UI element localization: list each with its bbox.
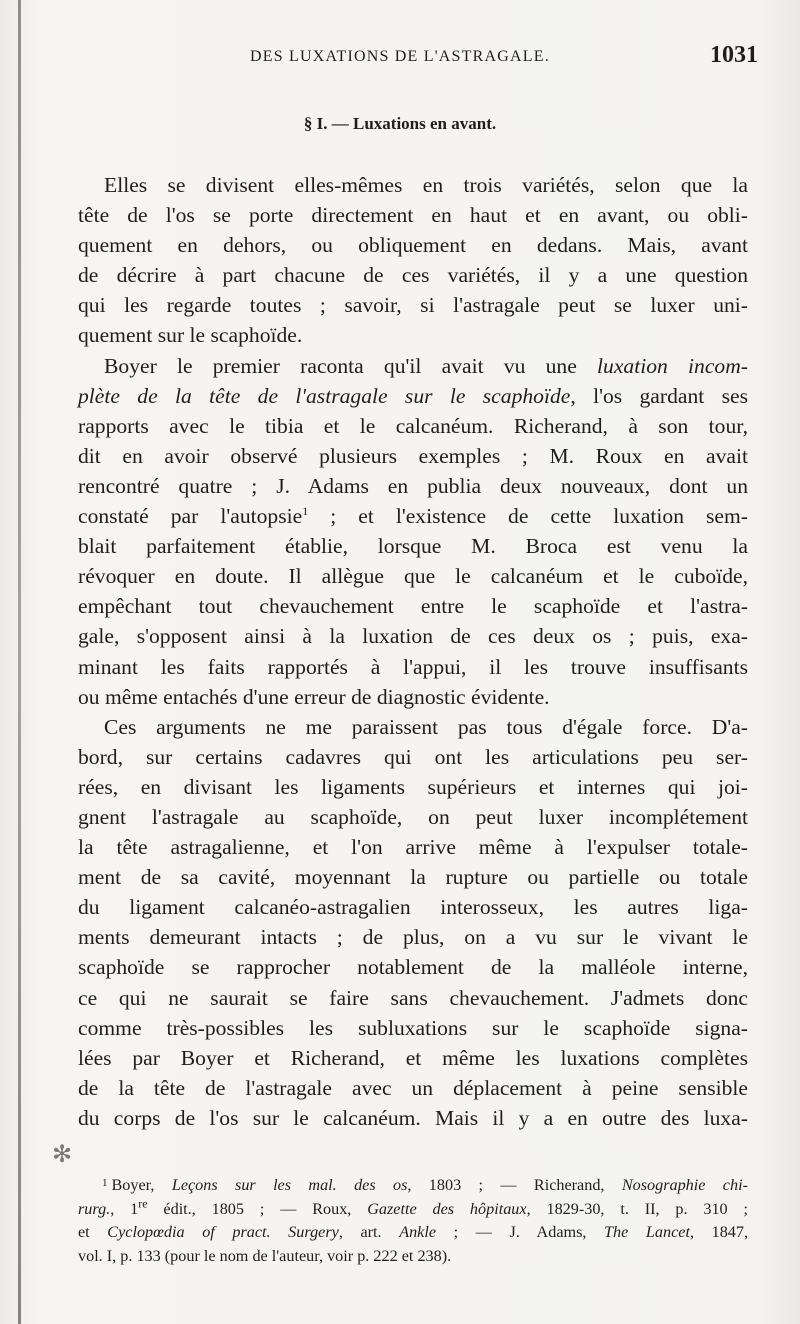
book-spine-edge — [18, 0, 21, 1324]
text-line: quement en dehors, ou obliquement en dedans. Mais, avant — [78, 233, 748, 258]
text-run: Boyer, — [111, 1176, 172, 1194]
footnote-line — [78, 1172, 748, 1198]
text-line: de la tête de l'astragale avec un déplacement à peine sensible — [78, 1075, 748, 1100]
text-line: ments demeurant intacts ; de plus, on a vu sur le vivant le — [78, 925, 748, 950]
text-line — [78, 501, 748, 531]
text-line: dit en avoir observé plusieurs exemples ; M. Roux en avait — [78, 443, 748, 468]
text-line: Elles se divisent elles-mêmes en trois variétés, selon que la — [104, 173, 748, 197]
text-run: , 1803 ; — Richerand, — [407, 1176, 622, 1194]
text-run: , art. — [338, 1223, 400, 1242]
body-text — [78, 170, 748, 1133]
text-line: gnent l'astragale au scaphoïde, on peut luxer incomplétement — [78, 804, 748, 829]
paragraph-1 — [78, 170, 748, 351]
text-line: rencontré quatre ; J. Adams en publia deux nouveaux, dont un — [78, 473, 748, 498]
text-line: empêchant tout chevauchement entre le scaphoïde et l'astra- — [78, 594, 748, 619]
text-line: quement sur le scaphoïde. — [78, 323, 303, 348]
text-line: Ces arguments ne me paraissent pas tous d'égale force. D'a- — [104, 714, 748, 739]
italic-run: luxation incom- — [597, 353, 748, 378]
footnote-line — [78, 1198, 748, 1222]
page-header — [250, 44, 770, 74]
text-line: ce qui ne saurait se faire sans chevauchement. J'admets donc — [78, 985, 748, 1010]
text-line: tête de l'os se porte directement en haut et en avant, ou obli- — [78, 203, 748, 228]
text-line: ment de sa cavité, moyennant la rupture ou partielle ou totale — [78, 865, 748, 890]
italic-run: The Lancet — [604, 1223, 690, 1242]
footnote-mark: 1 — [102, 1177, 108, 1189]
italic-run: Nosographie chi- — [621, 1176, 748, 1194]
text-line: qui les regarde toutes ; savoir, si l'astragale peut se luxer uni- — [78, 293, 748, 318]
italic-run: Ankle — [399, 1223, 437, 1242]
paragraph-3 — [78, 712, 748, 1133]
text-line: ou même entachés d'une erreur de diagnostic évidente. — [78, 684, 550, 709]
italic-run: Cyclopœdia of pract. Surgery — [107, 1223, 339, 1242]
text-line: scaphoïde se rapprocher notablement de la malléole interne, — [78, 955, 748, 980]
text-line: minant les faits rapportés à l'appui, il les trouve insuffisants — [78, 654, 748, 679]
text-run: , 1829-30, t. II, p. 310 ; — [526, 1199, 748, 1218]
text-line: rées, en divisant les ligaments supérieurs et internes qui joi- — [78, 774, 748, 799]
text-line — [78, 381, 748, 411]
text-run: édit., 1805 ; — Roux, — [147, 1199, 368, 1218]
text-run: Boyer le premier raconta qu'il avait vu une — [104, 353, 598, 378]
footnote-line: vol. I, p. 133 (pour le nom de l'auteur, voir p. 222 et 238). — [78, 1246, 452, 1265]
text-line: de décrire à part chacune de ces variétés, il y a une question — [78, 263, 748, 288]
page-number: 1031 — [710, 42, 758, 68]
text-run: constaté par l'autopsie — [78, 504, 303, 529]
text-run: , 1 — [110, 1199, 139, 1218]
italic-run: Leçons sur les mal. des os — [171, 1176, 408, 1194]
footnote-line — [78, 1221, 748, 1245]
footnote-reference[interactable]: 1 — [302, 503, 309, 518]
text-line: bord, sur certains cadavres qui ont les articulations peu ser- — [78, 744, 748, 769]
italic-run: Gazette des hôpitaux — [367, 1199, 527, 1218]
text-run: , l'os gardant ses — [570, 383, 748, 408]
section-heading: § I. — Luxations en avant. — [303, 114, 497, 133]
paragraph-2 — [78, 351, 748, 712]
text-run: et — [78, 1223, 108, 1242]
text-line: du corps de l'os sur le calcanéum. Mais il y a en outre des luxa- — [78, 1105, 748, 1130]
text-line: blait parfaitement établie, lorsque M. Broca est venu la — [78, 534, 748, 559]
text-line: lées par Boyer et Richerand, et même les luxations complètes — [78, 1045, 748, 1070]
text-line — [78, 351, 748, 381]
superscript: re — [138, 1196, 148, 1211]
text-line: du ligament calcanéo-astragalien interosseux, les autres liga- — [78, 895, 748, 920]
italic-run: rurg. — [78, 1199, 111, 1218]
text-line: comme très-possibles les subluxations sur le scaphoïde signa- — [78, 1015, 748, 1040]
text-run: , 1847, — [689, 1223, 749, 1242]
text-run: ; et l'existence de cette luxation sem- — [308, 504, 748, 529]
text-run: ; — J. Adams, — [436, 1223, 605, 1242]
text-line: rapports avec le tibia et le calcanéum. Richerand, à son tour, — [78, 413, 748, 438]
text-line: gale, s'opposent ainsi à la luxation de ces deux os ; puis, exa- — [78, 624, 748, 649]
footnote — [78, 1172, 748, 1268]
text-line: la tête astragalienne, et l'on arrive même à l'expulser totale- — [78, 835, 748, 860]
italic-run: plète de la tête de l'astragale sur le scaphoïde — [78, 383, 571, 408]
ornament-icon: ✻ — [52, 1140, 73, 1168]
text-line: révoquer en doute. Il allègue que le calcanéum et le cuboïde, — [78, 564, 748, 589]
running-title: DES LUXATIONS DE L'ASTRAGALE. — [250, 48, 550, 65]
